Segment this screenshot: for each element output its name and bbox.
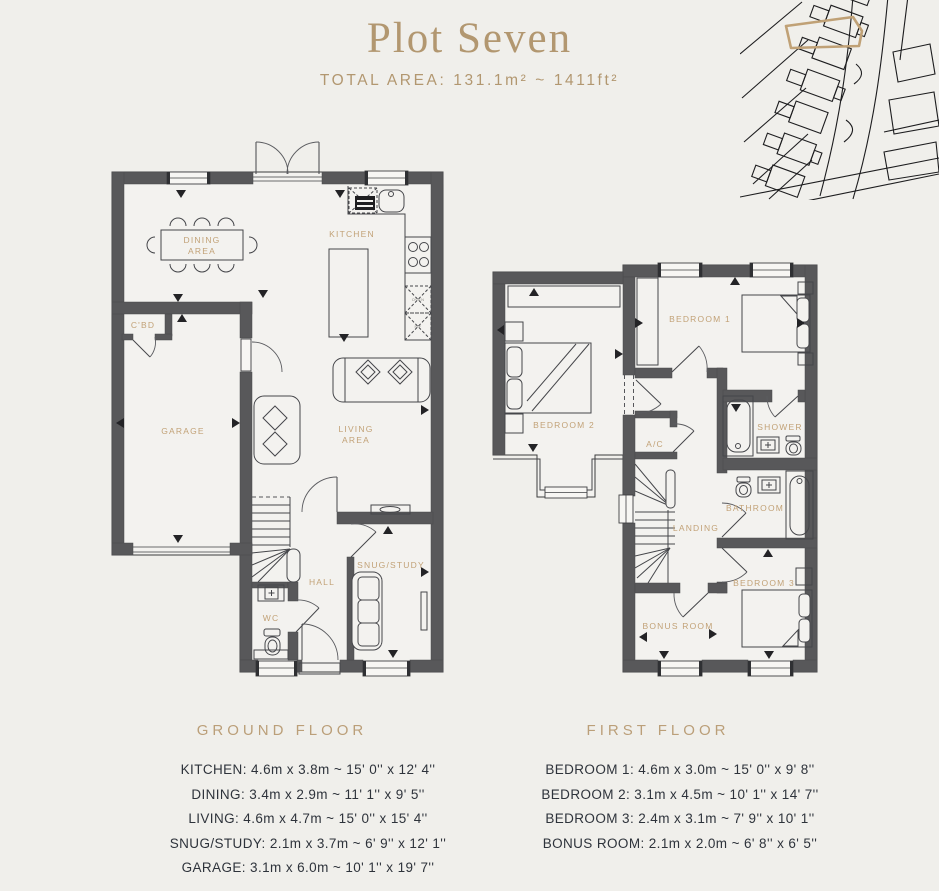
dimension-row: LIVING: 4.6m x 4.7m ~ 15' 0'' x 15' 4''	[188, 811, 428, 827]
room-label-cupboard: C'BD	[130, 320, 156, 330]
room-label-wc: WC	[262, 613, 280, 623]
room-label-bedroom2: BEDROOM 2	[533, 420, 595, 430]
room-label-garage: GARAGE	[161, 426, 205, 436]
dimension-row: DINING: 3.4m x 2.9m ~ 11' 1'' x 9' 5''	[191, 786, 425, 802]
dimension-row: BEDROOM 1: 4.6m x 3.0m ~ 15' 0'' x 9' 8''	[545, 762, 815, 777]
room-label-dining-1: DINING	[183, 235, 221, 245]
dimension-row: GARAGE: 3.1m x 6.0m ~ 10' 1'' x 19' 7''	[181, 860, 435, 876]
label-oven: OVEN	[411, 297, 425, 302]
dimension-row: BONUS ROOM: 2.1m x 2.0m ~ 6' 8'' x 6' 5''	[542, 835, 818, 851]
total-area-subtitle: TOTAL AREA: 131.1m² ~ 1411ft²	[319, 72, 620, 89]
label-fridge: F/F	[414, 324, 422, 329]
room-label-landing: LANDING	[672, 523, 720, 533]
ground-floor-dimensions	[118, 758, 498, 881]
room-label-living-2: AREA	[342, 435, 370, 445]
ground-floor-plan	[100, 135, 460, 685]
room-label-bathroom: BATHROOM	[725, 503, 785, 513]
room-label-dining-2: AREA	[188, 246, 216, 256]
room-label-kitchen: KITCHEN	[329, 229, 375, 239]
dimension-row: BEDROOM 2: 3.1m x 4.5m ~ 10' 1'' x 14' 7''	[541, 786, 819, 802]
dimension-row: SNUG/STUDY: 2.1m x 3.7m ~ 6' 9'' x 12' 1''	[169, 835, 447, 851]
site-houses	[750, 0, 893, 200]
site-plan-map	[740, 0, 939, 200]
page-title: Plot Seven	[366, 15, 573, 62]
room-label-living-1: LIVING	[338, 424, 374, 434]
first-floor-dimensions	[490, 758, 870, 856]
room-label-snug: SNUG/STUDY	[357, 560, 425, 570]
room-label-bonus: BONUS ROOM	[642, 621, 714, 631]
snug-sofa	[352, 572, 382, 650]
dimension-row: KITCHEN: 4.6m x 3.8m ~ 15' 0'' x 12' 4''	[180, 762, 436, 777]
room-label-hall: HALL	[308, 577, 336, 587]
ground-floor-heading: GROUND FLOOR	[196, 722, 368, 739]
dimension-row: BEDROOM 3: 2.4m x 3.1m ~ 7' 9'' x 10' 1''	[545, 811, 815, 827]
room-label-ac: A/C	[646, 439, 664, 449]
first-floor-plan	[480, 250, 840, 685]
room-label-bedroom3: BEDROOM 3	[733, 578, 795, 588]
room-label-bedroom1: BEDROOM 1	[669, 314, 731, 324]
first-floor-heading: FIRST FLOOR	[586, 722, 730, 739]
room-label-shower: SHOWER	[757, 422, 803, 432]
dishwasher	[355, 196, 375, 210]
